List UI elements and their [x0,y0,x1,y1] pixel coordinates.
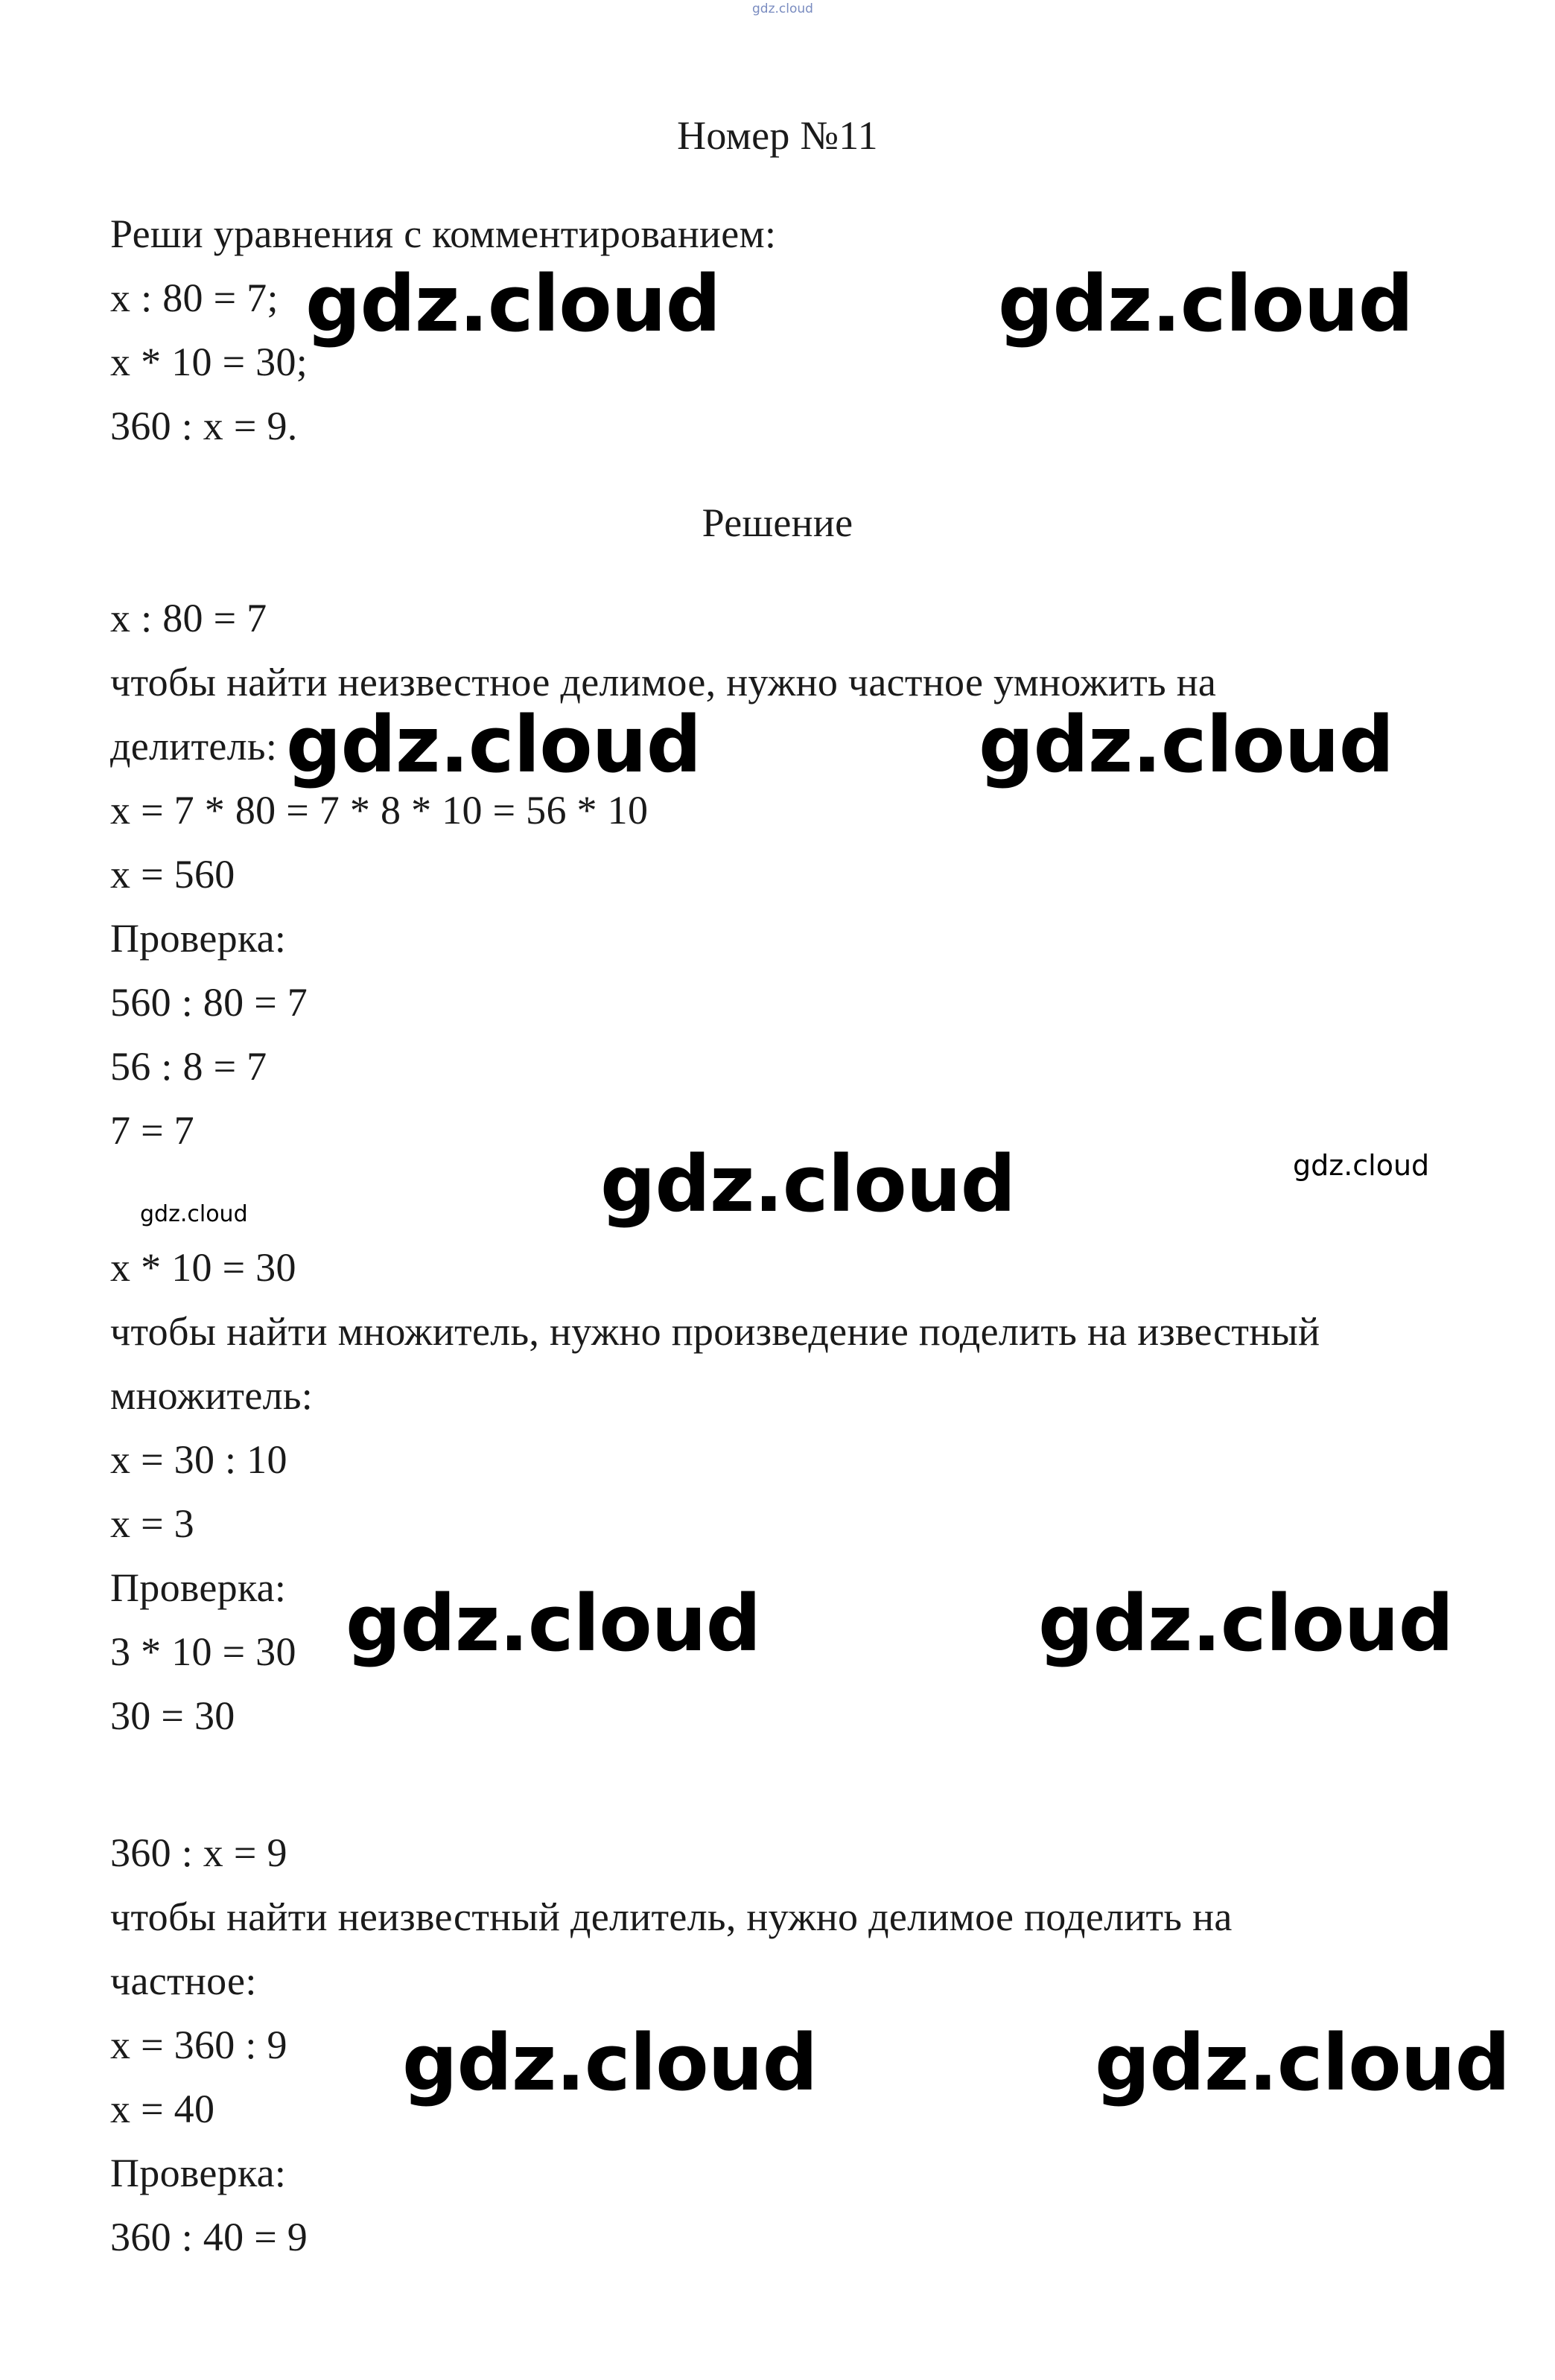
part3-calc1: x = 360 : 9 [110,2023,287,2067]
solution-title: Решение [702,500,853,545]
watermark: gdz.cloud [998,258,1414,349]
part1-check1: 560 : 80 = 7 [110,980,308,1025]
task-equation-3: 360 : x = 9. [110,404,298,448]
part1-check3: 7 = 7 [110,1108,194,1153]
task-equation-1: x : 80 = 7; [110,276,279,320]
watermark: gdz.cloud [346,1578,761,1669]
watermark: gdz.cloud [600,1139,1016,1229]
page-title: Номер №11 [677,113,878,158]
part3-check-label: Проверка: [110,2151,287,2195]
part3-check1: 360 : 40 = 9 [110,2215,308,2259]
part1-calc1: x = 7 * 80 = 7 * 8 * 10 = 56 * 10 [110,788,649,833]
watermark: gdz.cloud [402,2017,818,2108]
watermark: gdz.cloud [979,699,1394,790]
watermark: gdz.cloud [305,258,721,349]
watermark: gdz.cloud [286,699,702,790]
part3-rule-line2: частное: [110,1959,257,2003]
part2-calc1: x = 30 : 10 [110,1437,287,1482]
part1-rule-line2: делитель: [110,724,278,769]
part2-check2: 30 = 30 [110,1693,235,1738]
watermark: gdz.cloud [1095,2017,1510,2108]
part1-equation: x : 80 = 7 [110,596,267,640]
watermark: gdz.cloud [1038,1578,1454,1669]
part2-calc2: x = 3 [110,1501,194,1546]
part1-rule-line1: чтобы найти неизвестное делимое, нужно частное умножить на [110,660,1217,704]
watermark-small: gdz.cloud [140,1201,248,1227]
part2-check-label: Проверка: [110,1565,287,1610]
part1-check2: 56 : 8 = 7 [110,1044,267,1089]
part3-equation: 360 : x = 9 [110,1830,287,1875]
part1-check-label: Проверка: [110,916,287,961]
part2-equation: x * 10 = 30 [110,1245,296,1290]
part1-calc2: x = 560 [110,852,235,897]
part2-check1: 3 * 10 = 30 [110,1629,296,1674]
part2-rule-line1: чтобы найти множитель, нужно произведение поделить на известный [110,1309,1320,1354]
part3-calc2: x = 40 [110,2087,215,2131]
task-prompt: Реши уравнения с комментированием: [110,211,777,256]
part2-rule-line2: множитель: [110,1373,314,1418]
part3-rule-line1: чтобы найти неизвестный делитель, нужно делимое поделить на [110,1894,1233,1939]
header-watermark: gdz.cloud [752,1,813,16]
watermark-small: gdz.cloud [1293,1149,1430,1182]
task-equation-2: x * 10 = 30; [110,340,308,384]
